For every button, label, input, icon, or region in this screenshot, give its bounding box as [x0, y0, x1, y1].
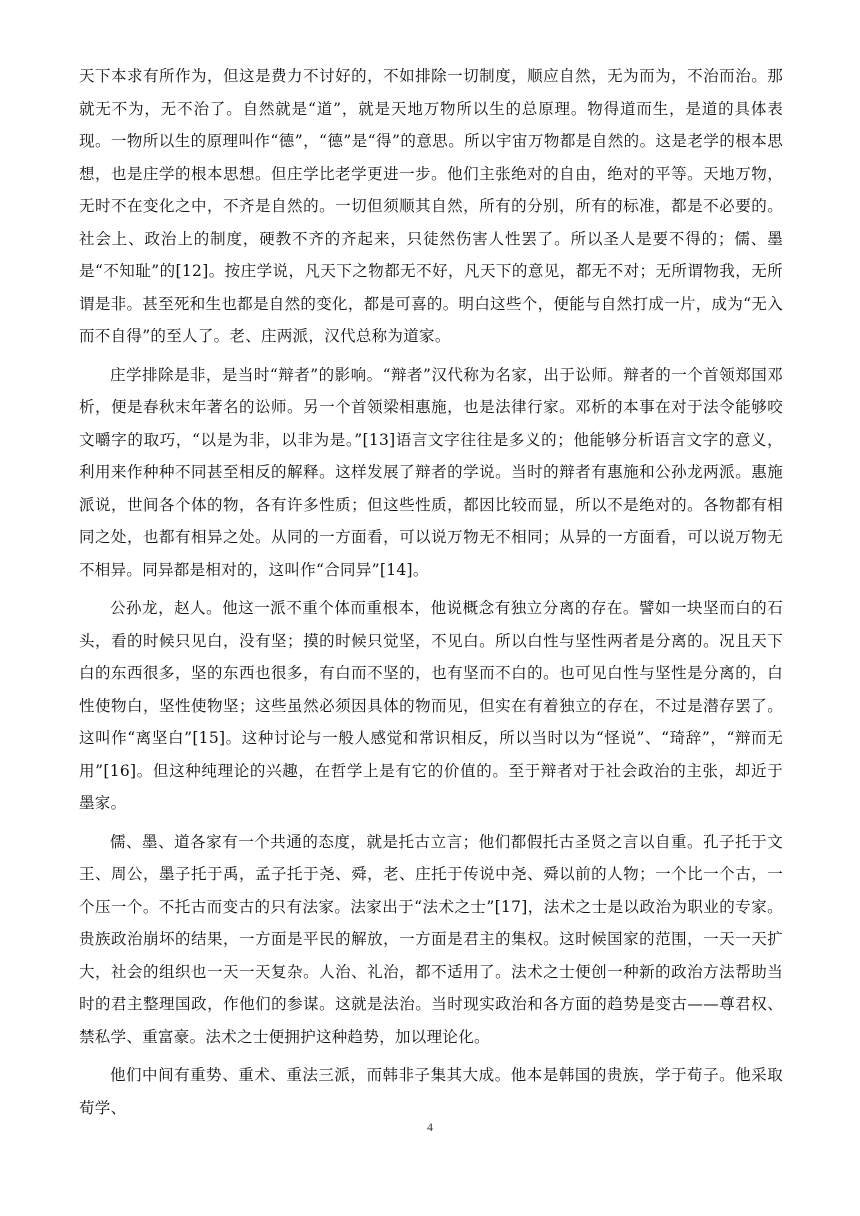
document-body: [79, 60, 783, 1130]
paragraph-1: 天下本求有所作为，但这是费力不讨好的，不如排除一切制度，顺应自然，无为而为，不治而治。那就无不为，无不治了。自然就是“道”，就是天地万物所以生的总原理。物得道而生，是道的具体表现。一物所以生的原理叫作“德”，“德”是“得”的意思。所以宇宙万物都是自然的。这是老学的根本思想，也是庄学的根本思想。但庄学比老学更进一步。他们主张绝对的自由，绝对的平等。天地万物，无时不在变化之中，不齐是自然的。一切但须顺其自然，所有的分别，所有的标准，都是不必要的。社会上、政治上的制度，硬教不齐的齐起来，只徒然伤害人性罢了。所以圣人是要不得的；儒、墨是“不知耻”的[12]。按庄学说，凡天下之物都无不好，凡天下的意见，都无不对；无所谓物我，无所谓是非。甚至死和生也都是自然的变化，都是可喜的。明白这些个，便能与自然打成一片，成为“无入而不自得”的至人了。老、庄两派，汉代总称为道家。: [79, 67, 783, 345]
page-number: 4: [427, 1120, 433, 1134]
paragraph-4: 儒、墨、道各家有一个共通的态度，就是托古立言；他们都假托古圣贤之言以自重。孔子托于文王、周公，墨子托于禹，孟子托于尧、舜，老、庄托于传说中尧、舜以前的人物；一个比一个古，一个压一个。不托古而变古的只有法家。法家出于“法术之士”[17]，法术之士是以政治为职业的专家。贵族政治崩坏的结果，一方面是平民的解放，一方面是君主的集权。这时候国家的范围，一天一天扩大，社会的组织也一天一天复杂。人治、礼治，都不适用了。法术之士便创一种新的政治方法帮助当时的君主整理国政，作他们的参谋。这就是法治。当时现实政治和各方面的趋势是变古——尊君权、禁私学、重富豪。法术之士便拥护这种趋势，加以理论化。: [79, 832, 783, 1046]
paragraph-5: 他们中间有重势、重术、重法三派，而韩非子集其大成。他本是韩国的贵族，学于荀子。他采取荀学、: [79, 1066, 783, 1117]
paragraph-2: 庄学排除是非，是当时“辩者”的影响。“辩者”汉代称为名家，出于讼师。辩者的一个首领郑国邓析，便是春秋末年著名的讼师。另一个首领梁相惠施，也是法律行家。邓析的本事在对于法令能够咬文嚼字的取巧，“以是为非，以非为是。”[13]语言文字往往是多义的；他能够分析语言文字的意义，利用来作种种不同甚至相反的解释。这样发展了辩者的学说。当时的辩者有惠施和公孙龙两派。惠施派说，世间各个体的物，各有许多性质；但这些性质，都因比较而显，所以不是绝对的。各物都有相同之处，也都有相异之处。从同的一方面看，可以说万物无不相同；从异的一方面看，可以说万物无不相异。同异都是相对的，这叫作“合同异”[14]。: [79, 365, 783, 579]
paragraph-3: 公孙龙，赵人。他这一派不重个体而重根本，他说概念有独立分离的存在。譬如一块坚而白的石头，看的时候只见白，没有坚；摸的时候只觉坚，不见白。所以白性与坚性两者是分离的。况且天下白的东西很多，坚的东西也很多，有白而不坚的，也有坚而不白的。也可见白性与坚性是分离的，白性使物白，坚性使物坚；这些虽然必须因具体的物而见，但实在有着独立的存在，不过是潜存罢了。这叫作“离坚白”[15]。这种讨论与一般人感觉和常识相反，所以当时以为“怪说”、“琦辞”，“辩而无用”[16]。但这种纯理论的兴趣，在哲学上是有它的价值的。至于辩者对于社会政治的主张，却近于墨家。: [79, 599, 783, 812]
